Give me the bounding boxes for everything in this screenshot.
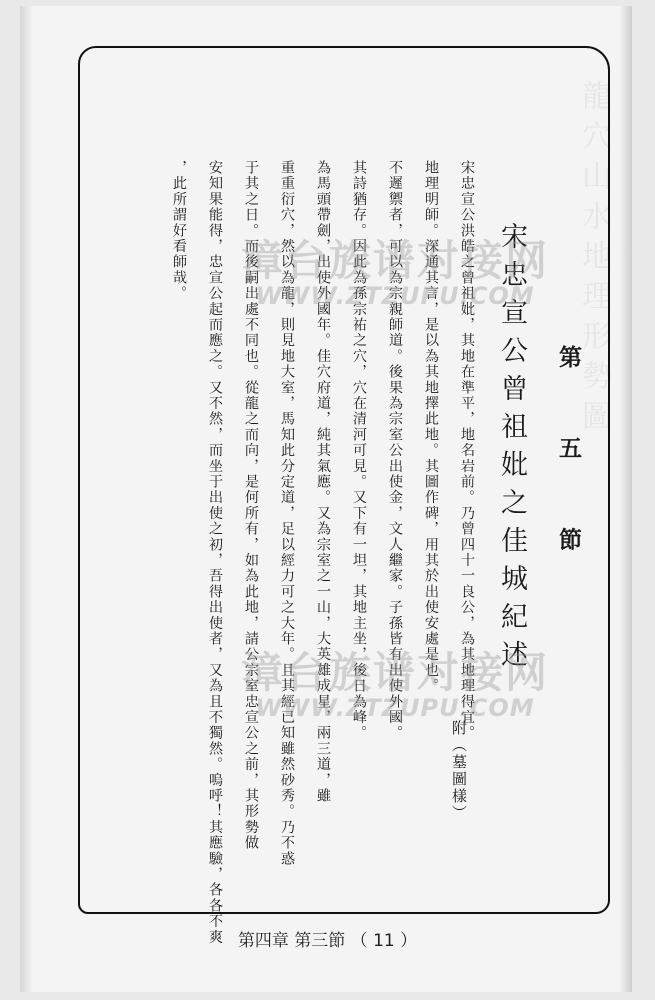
body-column: 于其之日。而後嗣出處不同也。從龍之而向，是何所有，如為此地，請公宗室忠宣公之前，其形勢做	[243, 160, 259, 851]
watermark-url: WWW.ZTZUPU.COM	[255, 694, 535, 722]
page-footer: 第四章 第三節 （ 11 ）	[237, 931, 418, 951]
watermark-text: 漳台族谱对接网	[240, 648, 549, 697]
page-spine-left	[20, 6, 34, 992]
watermark-url: WWW.ZTZUPU.COM	[255, 282, 535, 310]
body-column: 其詩猶存。因此為孫宗祐之穴，穴在清河可見。又下有一坦，其地主坐，後日為峰。	[351, 160, 367, 741]
body-column: 地理明師。深通其言，是以為其地擇此地。其圖作碑，用其於出使安處是也。	[423, 160, 439, 694]
body-column: 安知果能得，忠宣公起而應之。又不然，而坐于出使之初，吾得出使者，又為且不獨然。嗚呼！其應驗，各各不爽	[207, 160, 223, 945]
body-column: ，此所謂好看師哉。	[171, 160, 187, 302]
figure-caption: 附（墓圖樣）	[450, 720, 468, 822]
body-column: 為馬頭帶劍，出使外國年。佳穴府道，純其氣應。又為宗室之一山，大英雄成星，兩三道，雖	[315, 160, 331, 804]
body-column: 不遲禦者，可以為宗親師道。後果為宗室公出使金，文人繼家。子孫皆有出使外國。	[387, 160, 403, 741]
body-column: 重重衍穴，然以為龍，則見地大室，馬知此分定道，足以經力可之大年。且其經已知雖然砂秀。乃不惑	[279, 160, 295, 867]
section-title: 宋忠宣公曾祖妣之佳城紀述	[496, 222, 527, 678]
body-column: 宋忠宣公洪皓之曾祖妣，其地在準平，地名岩前。乃曾四十一良公，為其地理得宜。	[459, 160, 475, 741]
watermark-text: 漳台族谱对接网	[240, 236, 549, 285]
bleed-through-text: 龍穴山水地理形勢圖	[576, 80, 611, 440]
section-label: 第 五 節	[555, 345, 582, 581]
page-spine-right	[618, 6, 632, 992]
